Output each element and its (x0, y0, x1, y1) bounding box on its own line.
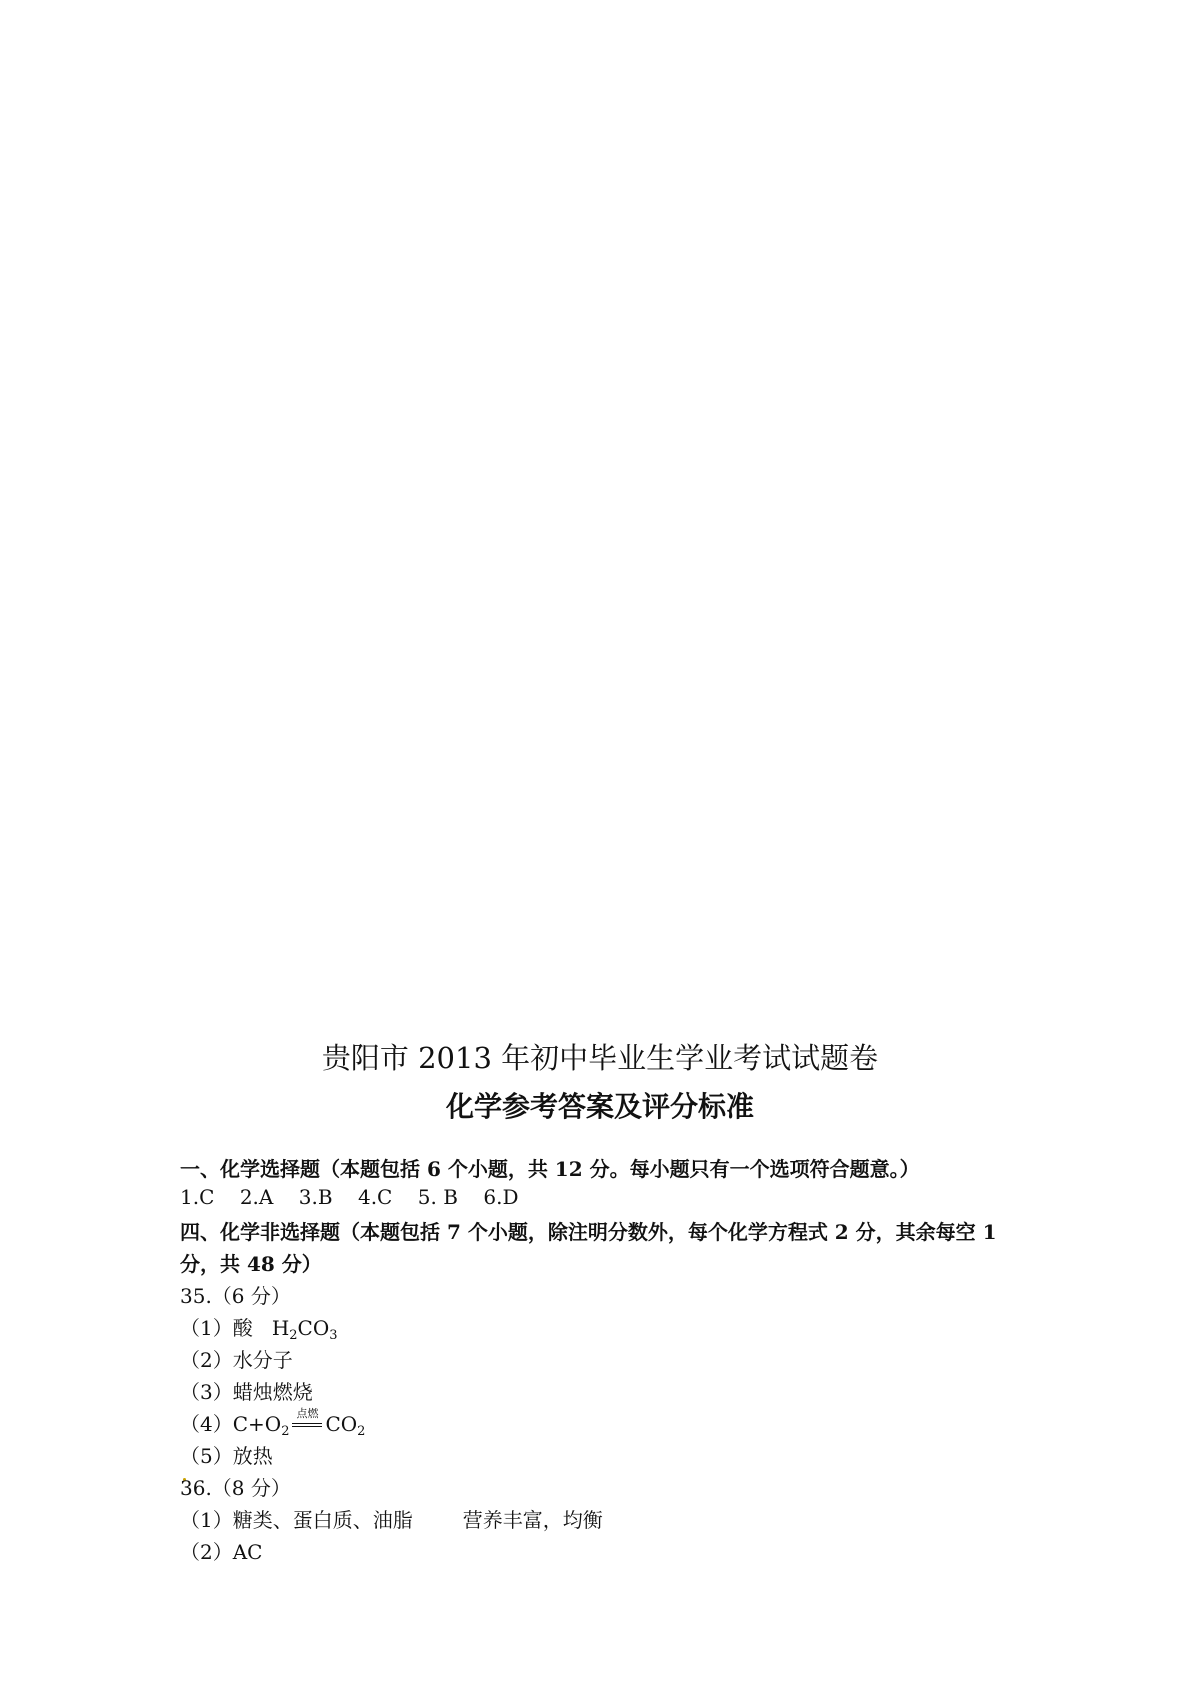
q35-answer-1 (180, 1312, 338, 1341)
q36-label: 36.（8 分） (180, 1476, 291, 1500)
q35-answer-2: （2）水分子 (180, 1348, 293, 1372)
q35-label: 35.（6 分） (180, 1284, 291, 1308)
q36-answer-2: （2）AC (180, 1540, 263, 1564)
q35-answer-1-formula: $H_2CO_3$ (271, 1316, 338, 1343)
page-subtitle: 化学参考答案及评分标准 (445, 1090, 754, 1123)
q35-answer-5: （5）放热 (180, 1444, 273, 1468)
section4-heading-line1: 四、化学非选择题（本题包括 7 个小题，除注明分数外，每个化学方程式 2 分，其余每空 1 (180, 1220, 997, 1244)
reaction-condition: 点燃 (296, 1406, 319, 1420)
q36-answer-1-right: 营养丰富，均衡 (462, 1508, 603, 1532)
q36-answer-1-left: （1）糖类、蛋白质、油脂 (180, 1508, 413, 1532)
q35-answer-3: （3）蜡烛燃烧 (180, 1380, 313, 1404)
q35-answer-4-product: $CO_2$ (325, 1412, 366, 1439)
section1-heading: 一、化学选择题（本题包括 6 个小题，共 12 分。每小题只有一个选项符合题意。） (180, 1157, 920, 1181)
page-title: 贵阳市 2013 年初中毕业生学业考试试题卷 (321, 1041, 879, 1075)
q35-answer-4 (180, 1408, 365, 1438)
q35-answer-1-prefix: （1）酸 (180, 1316, 253, 1340)
q36-answer-1 (180, 1504, 603, 1533)
section4-heading-line2: 分，共 48 分） (180, 1252, 322, 1276)
reaction-equals-sign (290, 1406, 324, 1438)
q35-answer-4-reactants: $(4)C+O_2$ (180, 1412, 290, 1439)
section1-answers: 1.C 2.A 3.B 4.C 5. B 6.D (180, 1185, 519, 1209)
